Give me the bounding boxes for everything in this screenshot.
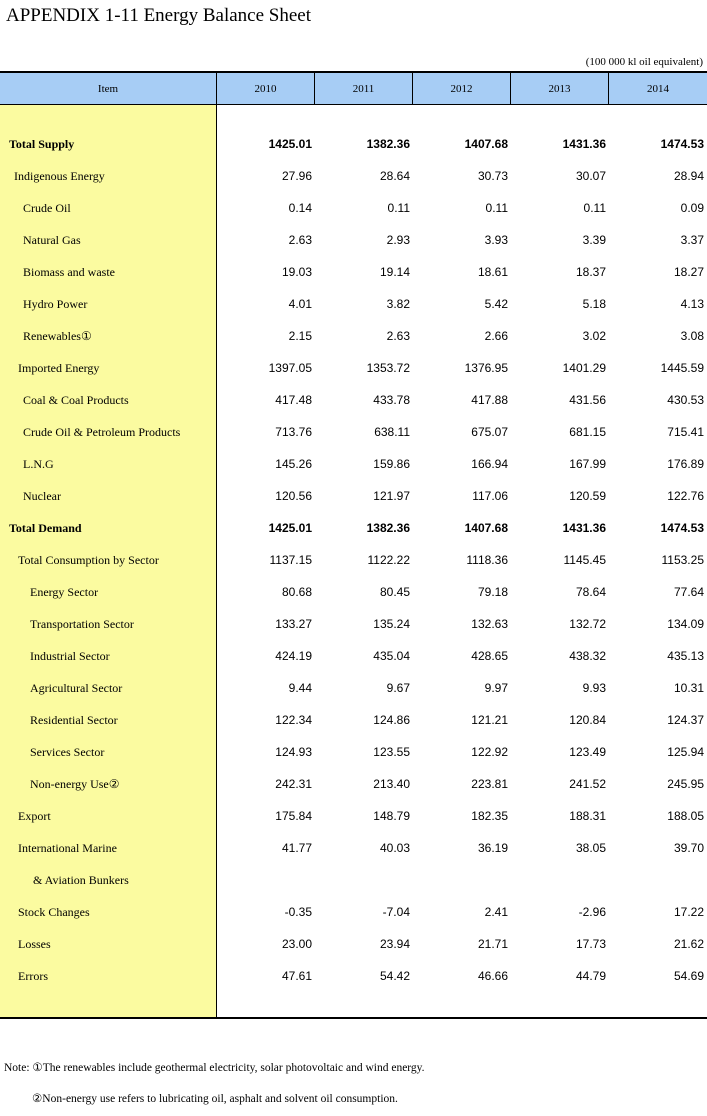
column-header-year: 2010 (217, 73, 315, 104)
cell-value: 681.15 (569, 425, 606, 439)
cell-value: 122.92 (471, 745, 508, 759)
cell-value: 182.35 (471, 809, 508, 823)
table-row (0, 192, 707, 224)
cell-value: 3.08 (680, 329, 704, 343)
cell-value: 638.11 (374, 425, 410, 439)
cell-value: 2.15 (288, 329, 312, 343)
cell-value: 5.42 (484, 297, 508, 311)
table-row (0, 288, 707, 320)
cell-value: 132.63 (471, 617, 508, 631)
cell-value: 21.71 (477, 937, 508, 951)
cell-value: 21.62 (673, 937, 704, 951)
column-header-year: 2012 (413, 73, 511, 104)
table-row (0, 896, 707, 928)
footnote-1: Note: ①The renewables include geothermal electricity, solar photovoltaic and wind energy. (4, 1062, 425, 1074)
cell-value: 38.05 (575, 841, 606, 855)
cell-value: 1122.22 (367, 553, 410, 567)
cell-value: 1407.68 (464, 521, 508, 535)
cell-value: 18.61 (477, 265, 508, 279)
cell-value: 1425.01 (268, 137, 312, 151)
cell-value: 223.81 (471, 777, 508, 791)
table-row (0, 448, 707, 480)
row-label: Stock Changes (18, 904, 90, 919)
cell-value: 30.73 (477, 169, 508, 183)
cell-value: 30.07 (575, 169, 606, 183)
cell-value: 1118.36 (466, 553, 508, 567)
row-label: Residential Sector (30, 712, 118, 727)
table-row (0, 128, 707, 160)
cell-value: 242.31 (275, 777, 312, 791)
cell-value: 175.84 (275, 809, 312, 823)
cell-value: 433.78 (373, 393, 410, 407)
cell-value: 117.06 (472, 489, 508, 503)
table-row (0, 160, 707, 192)
cell-value: 0.11 (485, 201, 508, 215)
table-row (0, 960, 707, 992)
row-label: Services Sector (30, 744, 105, 759)
table-row (0, 608, 707, 640)
row-label: Errors (18, 968, 48, 983)
table-row (0, 864, 707, 896)
cell-value: -0.35 (284, 905, 312, 919)
cell-value: 159.86 (373, 457, 410, 471)
cell-value: 166.94 (471, 457, 508, 471)
cell-value: 9.93 (582, 681, 606, 695)
table-row (0, 928, 707, 960)
row-label: Losses (18, 936, 51, 951)
row-label: L.N.G (23, 456, 54, 471)
row-label: Imported Energy (18, 360, 100, 375)
cell-value: 133.27 (275, 617, 312, 631)
cell-value: 424.19 (275, 649, 312, 663)
table-row (0, 640, 707, 672)
row-label: Renewables① (23, 328, 92, 343)
cell-value: 0.09 (680, 201, 704, 215)
cell-value: 122.76 (667, 489, 704, 503)
cell-value: 0.14 (288, 201, 312, 215)
row-label: Crude Oil & Petroleum Products (23, 424, 181, 439)
cell-value: 135.24 (373, 617, 410, 631)
table-row (0, 704, 707, 736)
table-row (0, 832, 707, 864)
row-label: Nuclear (23, 488, 61, 503)
table-row (0, 224, 707, 256)
row-label: Indigenous Energy (14, 168, 105, 183)
cell-value: 1382.36 (366, 521, 410, 535)
row-label: Total Consumption by Sector (18, 552, 159, 567)
cell-value: 5.18 (582, 297, 606, 311)
cell-value: 435.04 (373, 649, 410, 663)
cell-value: 17.22 (673, 905, 704, 919)
cell-value: 715.41 (667, 425, 704, 439)
cell-value: 0.11 (387, 201, 410, 215)
cell-value: 40.03 (379, 841, 410, 855)
row-label: Non-energy Use② (30, 776, 120, 791)
cell-value: 123.55 (373, 745, 410, 759)
cell-value: 1431.36 (562, 137, 606, 151)
cell-value: 188.31 (569, 809, 606, 823)
cell-value: 2.63 (386, 329, 410, 343)
cell-value: 1407.68 (464, 137, 508, 151)
cell-value: 54.69 (673, 969, 704, 983)
cell-value: 120.56 (275, 489, 312, 503)
cell-value: 2.41 (484, 905, 508, 919)
cell-value: 79.18 (477, 585, 508, 599)
cell-value: 245.95 (667, 777, 704, 791)
cell-value: 19.14 (379, 265, 410, 279)
cell-value: 80.68 (281, 585, 312, 599)
table-row (0, 512, 707, 544)
cell-value: 9.67 (386, 681, 410, 695)
cell-value: 4.13 (680, 297, 704, 311)
table-row (0, 576, 707, 608)
row-label: Total Demand (9, 520, 82, 535)
cell-value: 41.77 (281, 841, 312, 855)
cell-value: 124.93 (275, 745, 312, 759)
cell-value: 1145.45 (563, 553, 606, 567)
cell-value: 241.52 (569, 777, 606, 791)
cell-value: 3.37 (680, 233, 704, 247)
cell-value: 675.07 (471, 425, 508, 439)
cell-value: 145.26 (275, 457, 312, 471)
cell-value: 19.03 (281, 265, 312, 279)
cell-value: 132.72 (569, 617, 606, 631)
cell-value: 122.34 (275, 713, 312, 727)
cell-value: 124.86 (373, 713, 410, 727)
table-row (0, 480, 707, 512)
cell-value: 18.37 (575, 265, 606, 279)
cell-value: 1153.25 (661, 553, 704, 567)
cell-value: 78.64 (575, 585, 606, 599)
row-label: Transportation Sector (30, 616, 134, 631)
cell-value: 44.79 (575, 969, 606, 983)
cell-value: 27.96 (281, 169, 312, 183)
column-header-year: 2013 (511, 73, 609, 104)
cell-value: 3.93 (484, 233, 508, 247)
table-row (0, 320, 707, 352)
table-header-row (0, 73, 707, 105)
row-label: Industrial Sector (30, 648, 110, 663)
row-label: Natural Gas (23, 232, 81, 247)
cell-value: 39.70 (673, 841, 704, 855)
cell-value: 54.42 (379, 969, 410, 983)
cell-value: 1425.01 (268, 521, 312, 535)
cell-value: 428.65 (471, 649, 508, 663)
column-header-item: Item (0, 73, 217, 104)
row-label: Coal & Coal Products (23, 392, 129, 407)
cell-value: 120.84 (569, 713, 606, 727)
cell-value: 713.76 (275, 425, 312, 439)
table-row (0, 256, 707, 288)
cell-value: 3.39 (582, 233, 606, 247)
cell-value: 431.56 (569, 393, 606, 407)
row-label: Crude Oil (23, 200, 71, 215)
cell-value: 2.63 (288, 233, 312, 247)
cell-value: 435.13 (667, 649, 704, 663)
cell-value: 417.88 (471, 393, 508, 407)
table-row (0, 672, 707, 704)
table-row (0, 416, 707, 448)
row-label: Total Supply (9, 136, 75, 151)
footnote-2: ②Non-energy use refers to lubricating oil, asphalt and solvent oil consumption. (32, 1093, 398, 1105)
cell-value: 1445.59 (660, 361, 704, 375)
cell-value: 121.97 (373, 489, 410, 503)
cell-value: 46.66 (477, 969, 508, 983)
unit-label: (100 000 kl oil equivalent) (585, 56, 703, 68)
cell-value: 123.49 (569, 745, 606, 759)
cell-value: 18.27 (673, 265, 704, 279)
cell-value: 1397.05 (268, 361, 312, 375)
cell-value: 417.48 (275, 393, 312, 407)
cell-value: 121.21 (471, 713, 508, 727)
table-row (0, 352, 707, 384)
energy-balance-table (0, 71, 707, 1019)
cell-value: 125.94 (667, 745, 704, 759)
cell-value: 1474.53 (660, 521, 704, 535)
table-row (0, 544, 707, 576)
table-row (0, 800, 707, 832)
cell-value: 124.37 (667, 713, 704, 727)
row-label: Hydro Power (23, 296, 88, 311)
cell-value: 1431.36 (562, 521, 606, 535)
cell-value: 23.00 (281, 937, 312, 951)
cell-value: 176.89 (667, 457, 704, 471)
cell-value: 134.09 (667, 617, 704, 631)
cell-value: -7.04 (382, 905, 410, 919)
row-label: International Marine (18, 840, 117, 855)
table-body (0, 128, 707, 992)
row-label: Export (18, 808, 51, 823)
cell-value: 430.53 (667, 393, 704, 407)
column-header-year: 2011 (315, 73, 413, 104)
cell-value: 36.19 (477, 841, 508, 855)
cell-value: 213.40 (373, 777, 410, 791)
page-title: APPENDIX 1-11 Energy Balance Sheet (6, 5, 311, 26)
cell-value: 47.61 (281, 969, 312, 983)
cell-value: 10.31 (673, 681, 704, 695)
cell-value: 9.44 (288, 681, 312, 695)
cell-value: 28.64 (379, 169, 410, 183)
cell-value: 1474.53 (660, 137, 704, 151)
cell-value: 4.01 (288, 297, 312, 311)
cell-value: 2.93 (386, 233, 410, 247)
cell-value: 3.82 (386, 297, 410, 311)
cell-value: 77.64 (673, 585, 704, 599)
cell-value: 80.45 (379, 585, 410, 599)
cell-value: 23.94 (379, 937, 410, 951)
row-label: Biomass and waste (23, 264, 115, 279)
cell-value: 1382.36 (366, 137, 410, 151)
row-label: Agricultural Sector (30, 680, 123, 695)
table-row (0, 768, 707, 800)
cell-value: 3.02 (582, 329, 606, 343)
cell-value: 1137.15 (269, 553, 312, 567)
row-label: Energy Sector (30, 584, 99, 599)
table-row (0, 384, 707, 416)
cell-value: 1353.72 (366, 361, 410, 375)
cell-value: 188.05 (667, 809, 704, 823)
table-row (0, 736, 707, 768)
cell-value: 2.66 (484, 329, 508, 343)
cell-value: 17.73 (575, 937, 606, 951)
cell-value: 167.99 (569, 457, 606, 471)
cell-value: 438.32 (569, 649, 606, 663)
cell-value: 0.11 (583, 201, 606, 215)
cell-value: -2.96 (578, 905, 606, 919)
cell-value: 1376.95 (464, 361, 508, 375)
cell-value: 120.59 (569, 489, 606, 503)
cell-value: 28.94 (673, 169, 704, 183)
cell-value: 148.79 (373, 809, 410, 823)
cell-value: 1401.29 (562, 361, 606, 375)
column-header-year: 2014 (647, 82, 669, 95)
cell-value: 9.97 (484, 681, 508, 695)
row-label: & Aviation Bunkers (33, 872, 129, 887)
